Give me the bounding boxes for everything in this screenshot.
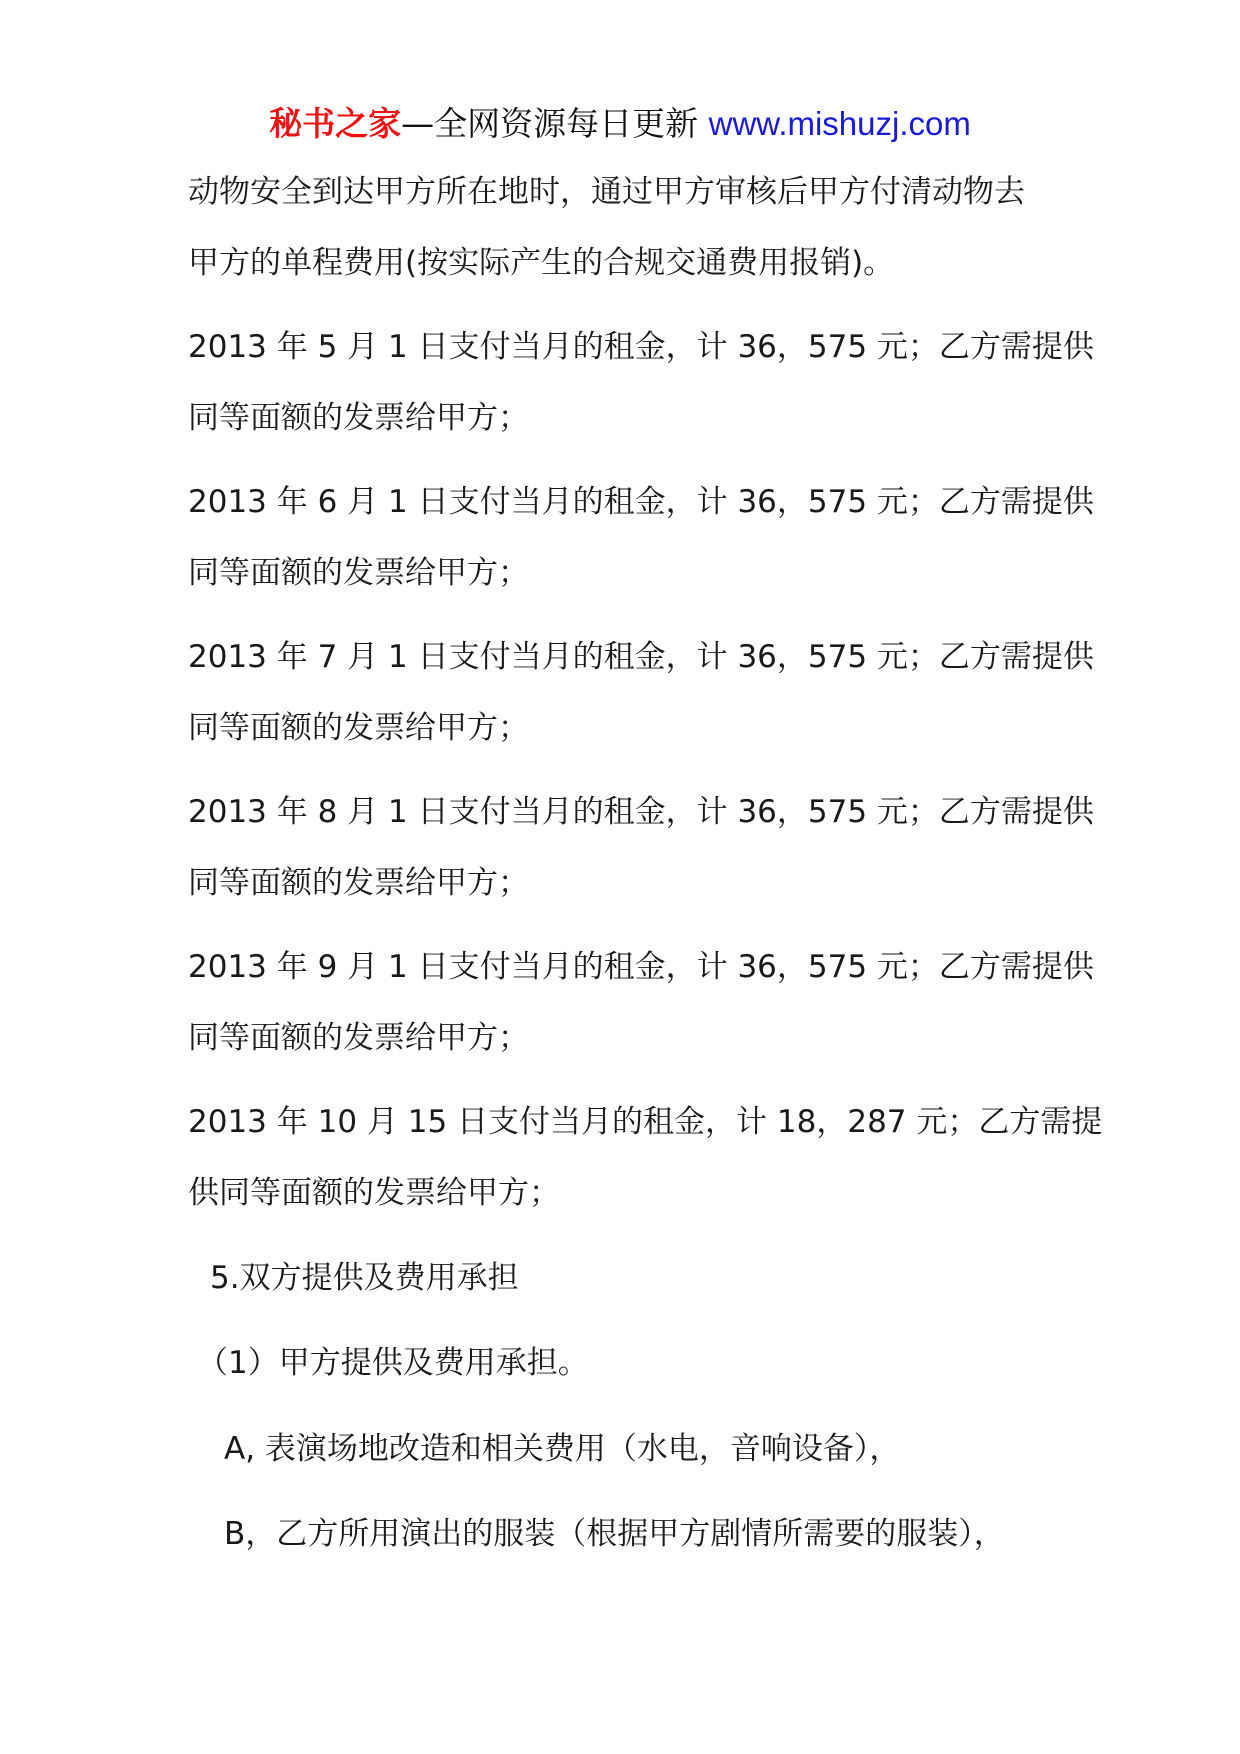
text-line: 同等面额的发票给甲方； bbox=[188, 555, 529, 591]
site-url[interactable]: www.mishuzj.com bbox=[708, 105, 971, 142]
list-item: B，乙方所用演出的服装（根据甲方剧情所需要的服装）， bbox=[224, 1516, 1005, 1552]
header-tagline: —全网资源每日更新 bbox=[401, 104, 699, 143]
section-heading: 5.双方提供及费用承担 bbox=[210, 1260, 519, 1296]
text-line: 供同等面额的发票给甲方； bbox=[188, 1175, 560, 1211]
text-line: 同等面额的发票给甲方； bbox=[188, 865, 529, 901]
brand-name: 秘书之家 bbox=[269, 104, 402, 143]
subsection-heading: （1）甲方提供及费用承担。 bbox=[197, 1345, 589, 1381]
text-line: 同等面额的发票给甲方； bbox=[188, 710, 529, 746]
text-line: 动物安全到达甲方所在地时，通过甲方审核后甲方付清动物去 bbox=[188, 174, 1025, 210]
list-item: A, 表演场地改造和相关费用（水电，音响设备）， bbox=[224, 1431, 901, 1467]
text-line: 2013 年 9 月 1 日支付当月的租金，计 36，575 元；乙方需提供 bbox=[188, 949, 1094, 985]
text-line: 同等面额的发票给甲方； bbox=[188, 400, 529, 436]
text-line: 2013 年 10 月 15 日支付当月的租金，计 18，287 元；乙方需提 bbox=[188, 1104, 1103, 1140]
text-line: 同等面额的发票给甲方； bbox=[188, 1020, 529, 1056]
text-line: 甲方的单程费用(按实际产生的合规交通费用报销)。 bbox=[188, 245, 895, 281]
text-line: 2013 年 7 月 1 日支付当月的租金，计 36，575 元；乙方需提供 bbox=[188, 639, 1094, 675]
text-line: 2013 年 8 月 1 日支付当月的租金，计 36，575 元；乙方需提供 bbox=[188, 794, 1094, 830]
text-line: 2013 年 6 月 1 日支付当月的租金，计 36，575 元；乙方需提供 bbox=[188, 484, 1094, 520]
text-line: 2013 年 5 月 1 日支付当月的租金，计 36，575 元；乙方需提供 bbox=[188, 329, 1094, 365]
site-header bbox=[0, 100, 1240, 148]
